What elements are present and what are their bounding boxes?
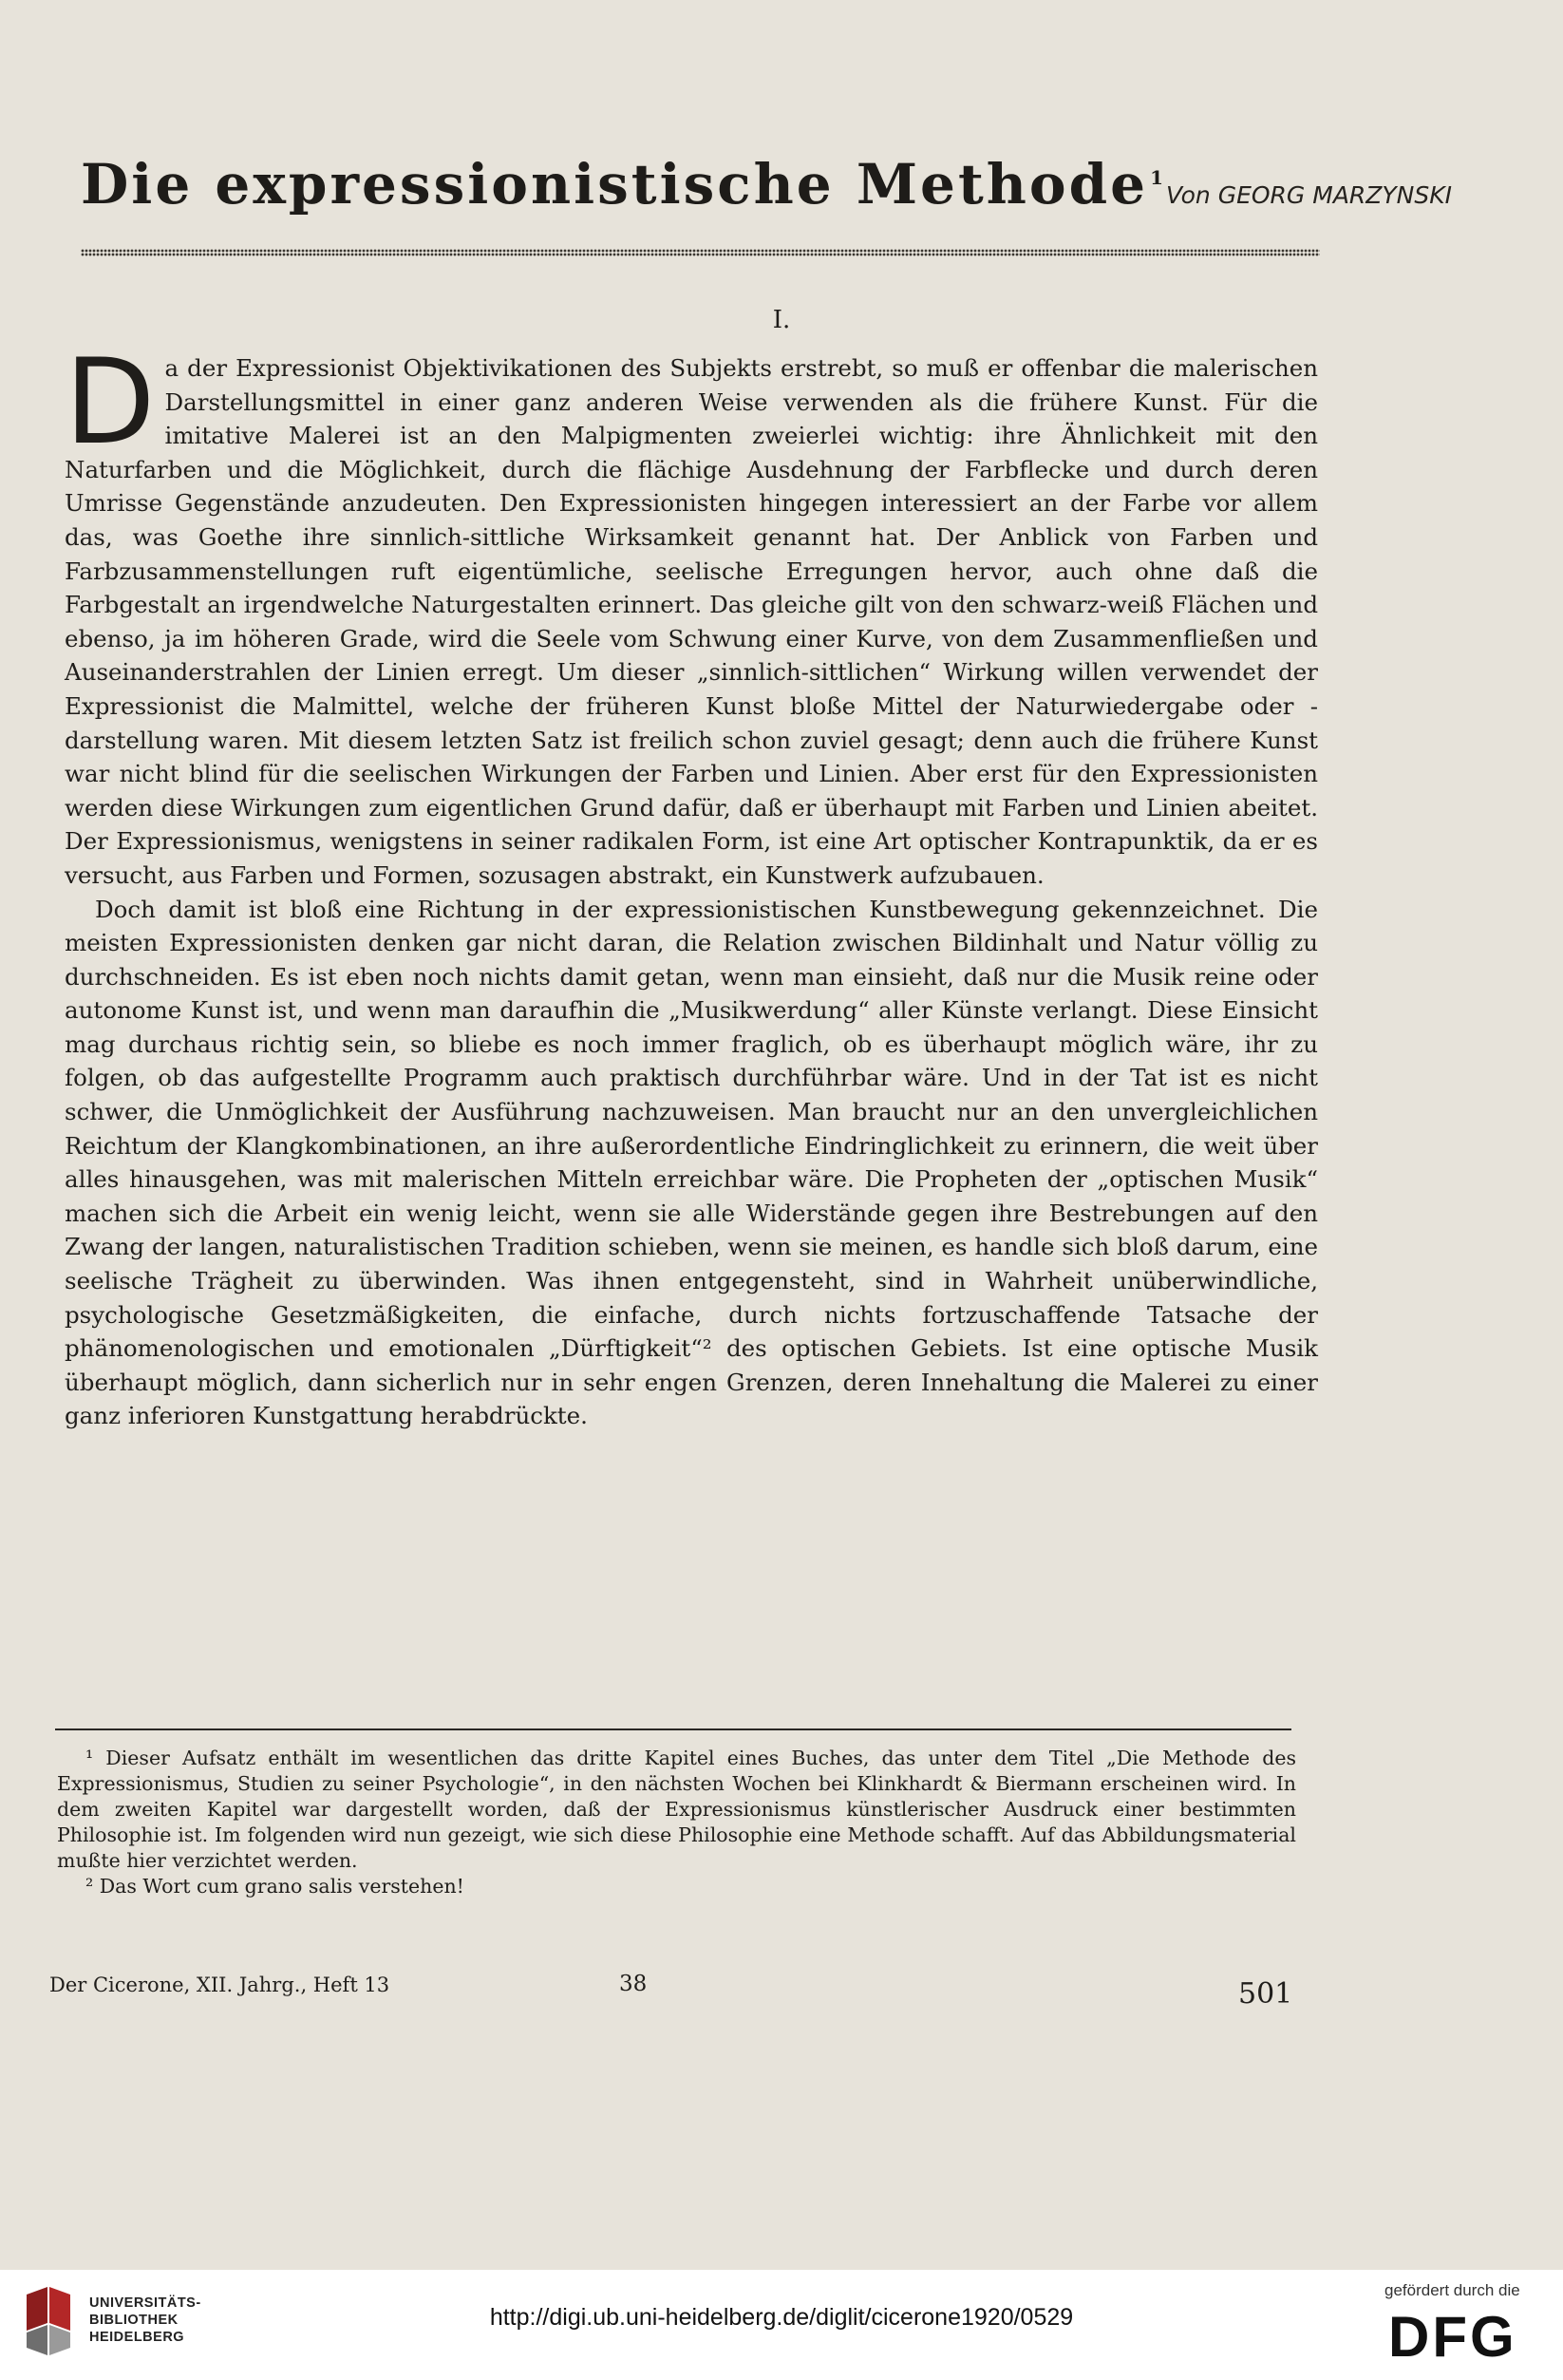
paragraph: [65, 334, 1318, 893]
drop-cap: D: [65, 334, 156, 471]
library-name-line: HEIDELBERG: [89, 2330, 185, 2345]
signature-mark: 38: [619, 1972, 648, 1996]
page-number: 501: [1238, 1977, 1293, 2011]
footnotes: [57, 1746, 1296, 1899]
footnote: ² Das Wort cum grano salis verstehen!: [85, 1875, 464, 1898]
footnote-rule: [55, 1728, 1291, 1730]
source-url-link[interactable]: http://digi.ub.uni-heidelberg.de/diglit/cicerone1920/0529: [489, 2304, 1074, 2331]
footnote-marker: 1: [1150, 165, 1166, 189]
journal-reference: Der Cicerone, XII. Jahrg., Heft 13: [49, 1974, 390, 1996]
paragraph: Doch damit ist bloß eine Richtung in der expressionistischen Kunstbewegung gekennzeichnet. Die meisten Expressionisten denken gar nicht daran, die Relation zwischen Bildinhalt und Natur völlig zu durchschneiden. Es ist eben noch nichts damit getan, wenn man einsieht, daß nur die Musik reine oder autonome Kunst ist, und wenn man daraufhin die „Musikwerdung“ aller Künste verlangt. Diese Einsicht mag durchaus richtig sein, so bliebe es noch immer fraglich, ob es überhaupt möglich wäre, ihr zu folgen, ob das aufgestellte Programm auch praktisch durchführbar wäre. Und in der Tat ist es nicht schwer, die Unmöglichkeit der Ausführung nachzuweisen. Man braucht nur an den unvergleichlichen Reichtum der Klangkombinationen, an ihre außerordentliche Eindringlichkeit zu erinnern, die weit über alles hinausgehen, was mit malerischen Mitteln erreichbar wäre. Die Propheten der „optischen Musik“ machen sich die Arbeit ein wenig leicht, wenn sie alle Widerstände gegen ihre Bestrebungen auf den Zwang der langen, naturalistischen Tradition schieben, wenn sie meinen, es handle sich bloß darum, eine seelische Trägheit zu überwinden. Was ihnen entgegensteht, sind in Wahrheit unüberwindliche, psychologische Gesetzmäßigkeiten, die einfache, durch nichts fortzuschaffende Tatsache der phänomenologischen und emotionalen „Dürftigkeit“² des optischen Gebiets. Ist eine optische Musik überhaupt möglich, dann sicherlich nur in sehr engen Grenzen, deren Innehaltung die Malerei zu einer ganz inferioren Kunstgattung herabdrückte.: [65, 895, 1318, 1430]
funded-by-label: gefördert durch die: [1384, 2281, 1520, 2299]
author-byline: Von GEORG MARZYNSKI: [1165, 181, 1453, 209]
library-name-line: BIBLIOTHEK: [89, 2313, 179, 2328]
dfg-logo: DFG: [1388, 2305, 1517, 2369]
footnote: ¹ Dieser Aufsatz enthält im wesentlichen das dritte Kapitel eines Buches, das unter dem Titel „Die Methode des Expressionismus, Studien zu seiner Psychologie“, in den nächsten Wochen bei Klinkhardt & Biermann erscheinen wird. In dem zweiten Kapitel war dargestellt worden, daß der Expressionismus künstlerischer Ausdruck einer bestimmten Philosophie ist. Im folgenden wird nun gezeigt, wie sich diese Philosophie eine Methode schafft. Auf das Abbildungsmaterial mußte hier verzichtet werden.: [57, 1747, 1296, 1872]
dotted-rule: [81, 249, 1320, 256]
article-title-text: Die expressionistische Methode: [81, 152, 1149, 217]
paragraph-text: a der Expressionist Objektivikationen des Subjekts erstrebt, so muß er offenbar die malerischen Darstellungsmittel in einer ganz anderen Weise verwenden als die frühere Kunst. Für die imitative Malerei ist an den Malpigmenten zweierlei wichtig: ihre Ähnlichkeit mit den Naturfarben und die Möglichkeit, durch die flächige Ausdehnung der Farbflecke und durch deren Umrisse Gegenstände anzudeuten. Den Expressionisten hingegen interessiert an der Farbe vor allem das, was Goethe ihre sinnlich-sittliche Wirksamkeit genannt hat. Der Anblick von Farben und Farbzusammenstellungen ruft eigentümliche, seelische Erregungen hervor, auch ohne daß die Farbgestalt an irgendwelche Naturgestalten erinnert. Das gleiche gilt von den schwarz-weiß Flächen und ebenso, ja im höheren Grade, wird die Seele vom Schwung einer Kurve, von dem Zusammenfließen und Auseinanderstrahlen der Linien erregt. Um dieser „sinnlich-sittlichen“ Wirkung willen verwendet der Expressionist die Malmittel, welche der früheren Kunst bloße Mittel der Naturwiedergabe oder -darstellung waren. Mit diesem letzten Satz ist freilich schon zuviel gesagt; denn auch die frühere Kunst war nicht blind für die seelischen Wirkungen der Farben und Linien. Aber erst für den Expressionisten werden diese Wirkungen zum eigentlichen Grund dafür, daß er überhaupt mit Farben und Linien abeitet. Der Expressionismus, wenigstens in seiner radikalen Form, ist eine Art optischer Kontrapunktik, da er es versucht, aus Farben und Formen, sozusagen abstrakt, ein Kunstwerk aufzubauen.: [65, 354, 1318, 889]
article-body: [65, 334, 1318, 1433]
section-number: I.: [772, 306, 791, 334]
library-name-line: UNIVERSITÄTS-: [89, 2295, 201, 2311]
title-row: [81, 152, 1453, 217]
article-title: [81, 152, 1166, 217]
digitization-footer: [0, 2270, 1563, 2380]
